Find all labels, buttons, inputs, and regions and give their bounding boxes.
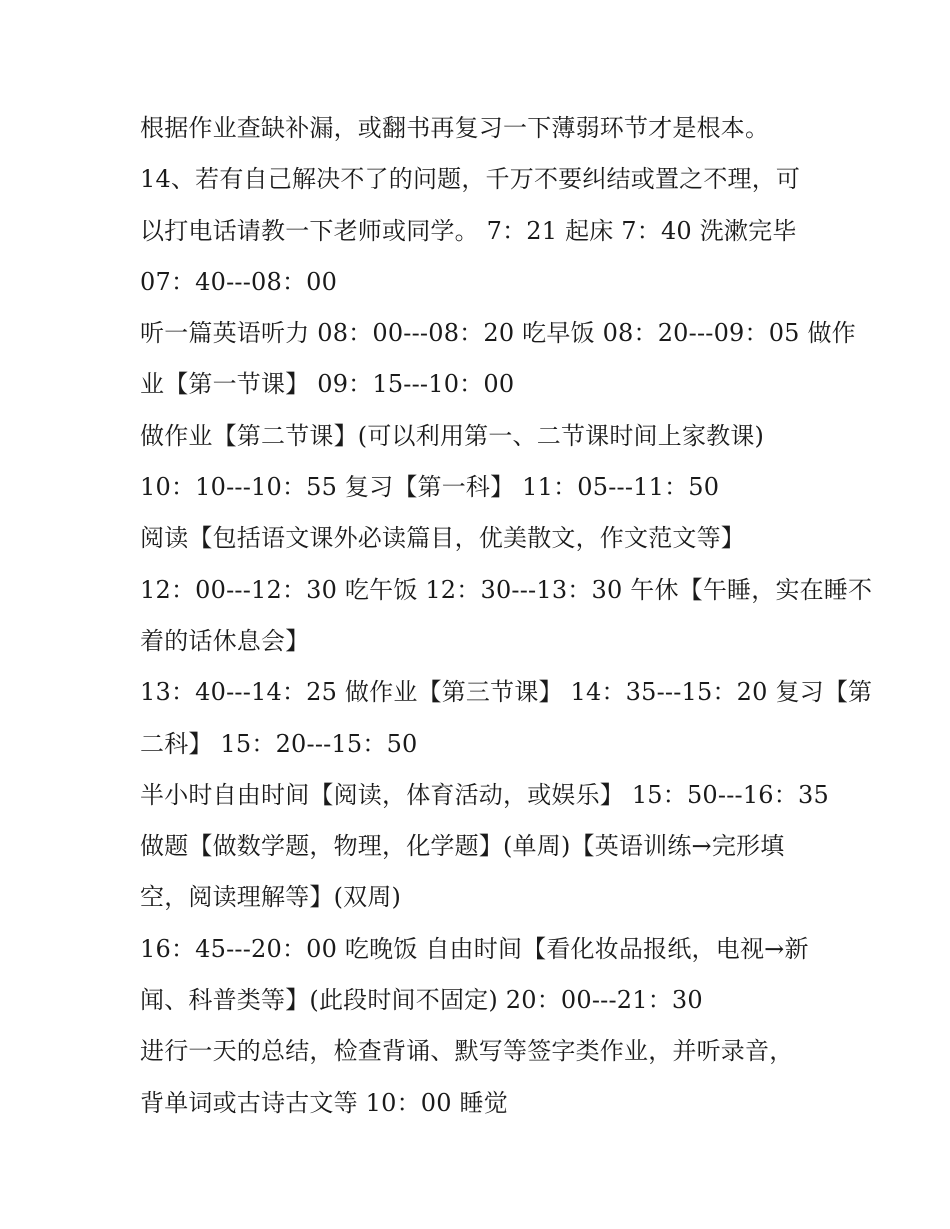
text-line: 空，阅读理解等】(双周) [140,883,402,912]
text-line: 进行一天的总结，检查背诵、默写等签字类作业，并听录音， [140,1037,794,1066]
text-line: 闻、科普类等】(此段时间不固定) 20：00---21：30 [140,986,703,1015]
text-line: 着的话休息会】 [140,626,310,655]
text-line: 根据作业查缺补漏，或翻书再复习一下薄弱环节才是根本。 [140,114,770,142]
text-line: 16：45---20：00 吃晚饭 自由时间【看化妆品报纸，电视→新 [140,934,809,963]
text-line: 业【第一节课】 09：15---10：00 [140,370,515,399]
document-body [140,103,873,1129]
text-line: 背单词或古诗古文等 10：00 睡觉 [140,1088,508,1117]
text-line: 以打电话请教一下老师或同学。 7：21 起床 7：40 洗漱完毕 [140,216,797,245]
text-line: 听一篇英语听力 08：00---08：20 吃早饭 08：20---09：05 做作 [140,319,856,348]
text-line: 做作业【第二节课】(可以利用第一、二节课时间上家教课) [140,421,765,450]
text-line: 13：40---14：25 做作业【第三节课】 14：35---15：20 复习【第 [140,678,873,707]
text-line: 12：00---12：30 吃午饭 12：30---13：30 午休【午睡，实在睡不 [140,575,873,604]
text-line: 二科】 15：20---15：50 [140,729,418,758]
text-line: 阅读【包括语文课外必读篇目，优美散文，作文范文等】 [140,524,745,553]
text-line: 10：10---10：55 复习【第一科】 11：05---11：50 [140,473,720,502]
text-line: 14、若有自己解决不了的问题，千万不要纠结或置之不理，可 [140,165,801,194]
text-line: 07：40---08：00 [140,267,338,296]
text-line: 半小时自由时间【阅读，体育活动，或娱乐】 15：50---16：35 [140,780,829,809]
text-line: 做题【做数学题，物理，化学题】(单周)【英语训练→完形填 [140,832,785,861]
